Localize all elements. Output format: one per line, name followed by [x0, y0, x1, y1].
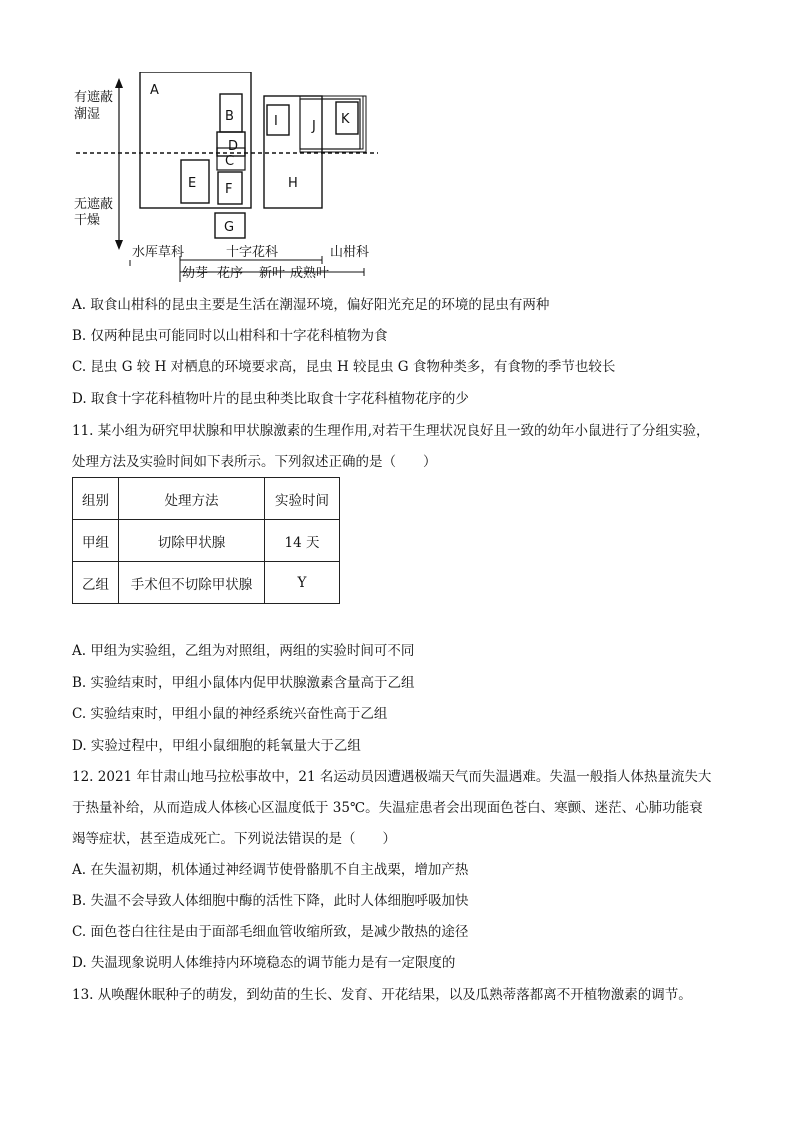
q11-option-c: C. 实验结束时，甲组小鼠的神经系统兴奋性高于乙组 — [72, 706, 388, 722]
table-cell: 手术但不切除甲状腺 — [119, 562, 265, 604]
x-sub-label-2: 花序 — [217, 266, 244, 281]
y-top-label-2: 潮湿 — [74, 107, 101, 122]
niche-diagram — [60, 72, 390, 282]
table-row — [73, 562, 340, 604]
box-k-label: K — [341, 112, 350, 127]
x-sub-label-4: 成熟叶 — [290, 266, 330, 281]
table-header-cell: 实验时间 — [265, 478, 340, 520]
q10-option-b: B. 仅两种昆虫可能同时以山柑科和十字花科植物为食 — [72, 328, 388, 344]
q10-option-c: C. 昆虫 G 较 H 对栖息的环境要求高，昆虫 H 较昆虫 G 食物种类多，有食物的季节也较长 — [72, 359, 616, 375]
box-c-label: C — [225, 154, 235, 169]
box-i — [267, 105, 289, 135]
box-e-label: E — [188, 176, 197, 191]
q11-option-d: D. 实验过程中，甲组小鼠细胞的耗氧量大于乙组 — [72, 738, 361, 754]
q12-option-a: A. 在失温初期，机体通过神经调节使骨骼肌不自主战栗，增加产热 — [72, 862, 469, 878]
box-j-label: J — [312, 119, 316, 134]
q12-stem-line2: 于热量补给，从而造成人体核心区温度低于 35℃。失温症患者会出现面色苍白、寒颤、迷茫、心肺功能衰 — [72, 800, 703, 816]
table-header-cell: 处理方法 — [119, 478, 265, 520]
experiment-table — [72, 477, 340, 604]
table-cell: 甲组 — [73, 520, 119, 562]
table-cell: Y — [265, 562, 340, 604]
box-f-label: F — [225, 182, 233, 197]
box-j — [300, 99, 360, 149]
frame-outer-2 — [300, 96, 363, 149]
q11-stem-line1: 11. 某小组为研究甲状腺和甲状腺激素的生理作用,对若干生理状况良好且一致的幼年小鼠进行了分组实验， — [72, 423, 710, 439]
table-header-cell: 组别 — [73, 478, 119, 520]
x-sub-label-1: 幼芽 — [182, 266, 209, 281]
frame-outer-1 — [300, 96, 366, 152]
q11-option-a: A. 甲组为实验组，乙组为对照组，两组的实验时间可不同 — [72, 643, 415, 659]
q11-stem-line2: 处理方法及实验时间如下表所示。下列叙述正确的是（ ） — [72, 454, 437, 470]
q12-option-d: D. 失温现象说明人体维持内环境稳态的调节能力是有一定限度的 — [72, 955, 456, 971]
y-top-label-1: 有遮蔽 — [74, 90, 114, 105]
q11-option-b: B. 实验结束时，甲组小鼠体内促甲状腺激素含量高于乙组 — [72, 675, 415, 691]
niche-diagram-svg — [60, 72, 390, 282]
y-axis-arrow-down — [115, 240, 123, 250]
box-h-label: H — [288, 176, 298, 191]
x-sub-label-3: 新叶 — [259, 266, 286, 281]
x-group-1: 水厍草科 — [132, 245, 185, 260]
y-axis-arrow-up — [115, 78, 123, 88]
table-cell: 14 天 — [265, 520, 340, 562]
q12-stem-line3: 竭等症状，甚至造成死亡。下列说法错误的是（ ） — [72, 831, 396, 847]
table-cell: 切除甲状腺 — [119, 520, 265, 562]
q12-option-b: B. 失温不会导致人体细胞中酶的活性下降，此时人体细胞呼吸加快 — [72, 893, 469, 909]
y-bottom-label-1: 无遮蔽 — [74, 197, 114, 212]
box-a-label: A — [150, 83, 159, 98]
q12-stem-line1: 12. 2021 年甘肃山地马拉松事故中，21 名运动员因遭遇极端天气而失温遇难。失温一般指人体热量流失大 — [72, 769, 712, 785]
box-d-label: D — [228, 139, 239, 154]
table-row — [73, 520, 340, 562]
box-i-label: I — [274, 114, 278, 129]
q10-option-a: A. 取食山柑科的昆虫主要是生活在潮湿环境，偏好阳光充足的环境的昆虫有两种 — [72, 297, 550, 313]
q13-stem-line1: 13. 从唤醒休眠种子的萌发，到幼苗的生长、发育、开花结果，以及瓜熟蒂落都离不开植物激素的调节。 — [72, 987, 692, 1003]
x-group-3: 山柑科 — [330, 245, 370, 260]
box-b-label: B — [225, 109, 234, 124]
q12-option-c: C. 面色苍白往往是由于面部毛细血管收缩所致，是减少散热的途径 — [72, 924, 469, 940]
table-header-row — [73, 478, 340, 520]
x-group-2: 十字花科 — [226, 245, 279, 260]
box-g-label: G — [224, 220, 235, 235]
table-cell: 乙组 — [73, 562, 119, 604]
y-bottom-label-2: 干燥 — [74, 213, 101, 228]
q10-option-d: D. 取食十字花科植物叶片的昆虫种类比取食十字花科植物花序的少 — [72, 391, 469, 407]
